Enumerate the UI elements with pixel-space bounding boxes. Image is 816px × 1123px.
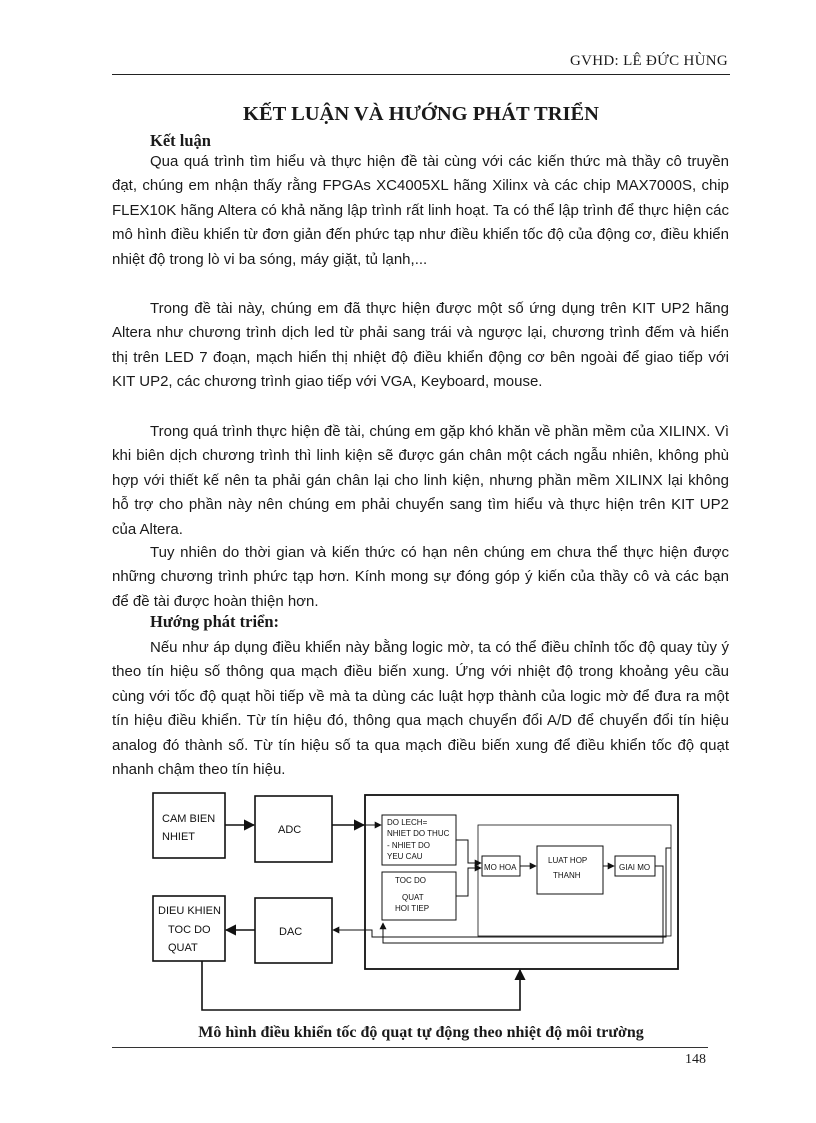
header-advisor: GVHD: LÊ ĐỨC HÙNG xyxy=(570,53,728,69)
defuzzify-label: GIAI MO xyxy=(619,863,651,872)
feedback-label-2: QUAT xyxy=(402,893,424,902)
rules-block xyxy=(537,846,603,894)
controller-label-1: DIEU KHIEN xyxy=(158,905,221,917)
controller-label-2: TOC DO xyxy=(168,924,211,936)
adc-label: ADC xyxy=(278,824,302,836)
figure-caption: Mô hình điều khiển tốc độ quạt tự động theo nhiệt độ môi trường xyxy=(198,1024,644,1041)
page-number: 148 xyxy=(685,1052,706,1067)
fuzzify-label: MO HOA xyxy=(484,863,517,872)
deviation-label-3: - NHIET DO xyxy=(387,841,430,850)
arrow-feedback-to-fuzzify xyxy=(456,868,481,896)
dac-label: DAC xyxy=(279,926,303,938)
development-heading: Hướng phát triển: xyxy=(150,612,280,631)
conclusion-paragraph-3: Trong quá trình thực hiện đề tài, chúng em gặp khó khăn về phần mềm của XILINX. Vì khi biên dịch chương trình thì linh kiện sẽ được gán chân một cách ngẫu nhiên, không phù hợp với thiết kế nên ta phải gán chân lại cho linh kiện, nhưng phần mềm XILINX lại không hỗ trợ cho phần này nên chúng em phải chuyển sang tìm hiểu và thực hiện trên KIT UP2 của Altera. xyxy=(112,423,729,538)
footer-rule xyxy=(112,1047,708,1048)
feedback-label-3: HOI TIEP xyxy=(395,904,430,913)
header-rule xyxy=(112,74,730,75)
rules-label-2: THANH xyxy=(553,871,581,880)
arrow-deviation-to-fuzzify xyxy=(456,840,481,863)
conclusion-paragraph-1: Qua quá trình tìm hiểu và thực hiện đề tài cùng với các kiến thức mà thầy cô truyền đạt, chúng em nhận thấy rằng FPGAs XC4005XL hãng Xilinx và các chip MAX7000S, chip FLEX10K hãng Altera có khả năng lập trình rất linh hoạt. Ta có thể lập trình để thực hiện các mô hình điều khiển từ đơn giản đến phức tạp như điều khiển tốc độ của động cơ, điều khiển nhiệt độ trong lò vi ba sóng, máy giặt, tủ lạnh,... xyxy=(112,153,729,268)
deviation-label-4: YEU CAU xyxy=(387,852,423,861)
inference-enclosure xyxy=(478,825,671,936)
conclusion-paragraph-2: Trong đề tài này, chúng em đã thực hiện được một số ứng dụng trên KIT UP2 hãng Altera như chương trình dịch led từ phải sang trái và ngược lại, chương trình đếm và hiển thị trên LED 7 đoạn, mạch hiển thị nhiệt độ điều khiển động cơ bên ngoài để giao tiếp với KIT UP2, các chương trình giao tiếp với VGA, Keyboard, mouse. xyxy=(112,300,729,391)
page-title: KẾT LUẬN VÀ HƯỚNG PHÁT TRIỂN xyxy=(243,103,599,125)
fan-control-block-diagram xyxy=(150,788,686,1020)
feedback-label-1: TOC DO xyxy=(395,876,426,885)
deviation-label-2: NHIET DO THUC xyxy=(387,829,450,838)
arrow-controller-to-dac xyxy=(333,848,671,937)
controller-label-3: QUAT xyxy=(168,942,198,954)
conclusion-paragraph-4: Tuy nhiên do thời gian và kiến thức có hạn nên chúng em chưa thể thực hiện được những chương trình phức tạp hơn. Kính mong sự đóng góp ý kiến của thầy cô và các bạn để đề tài được hoàn thiện hơn. xyxy=(112,544,729,610)
sensor-label-2: NHIET xyxy=(162,831,195,843)
development-paragraph: Nếu như áp dụng điều khiển này bằng logic mờ, ta có thể điều chỉnh tốc độ quay tùy ý theo tín hiệu số thông qua mạch điều biến xung. Ứng với nhiệt độ trong khoảng yêu cầu cùng với tốc độ quạt hồi tiếp về mà ta dùng các luật hợp thành của logic mờ để đưa ra một tín hiệu điều khiển. Từ tín hiệu đó, thông qua mạch chuyển đổi A/D để chuyển đổi tín hiệu analog đó thành số. Từ tín hiệu số ta qua mạch điều biến xung để điều khiển tốc độ quạt nhanh chậm theo tín hiệu. xyxy=(112,639,729,779)
rules-label-1: LUAT HOP xyxy=(548,856,588,865)
conclusion-heading: Kết luận xyxy=(150,131,211,150)
sensor-label-1: CAM BIEN xyxy=(162,813,216,825)
deviation-label-1: DO LECH= xyxy=(387,818,428,827)
sensor-block xyxy=(153,793,225,858)
